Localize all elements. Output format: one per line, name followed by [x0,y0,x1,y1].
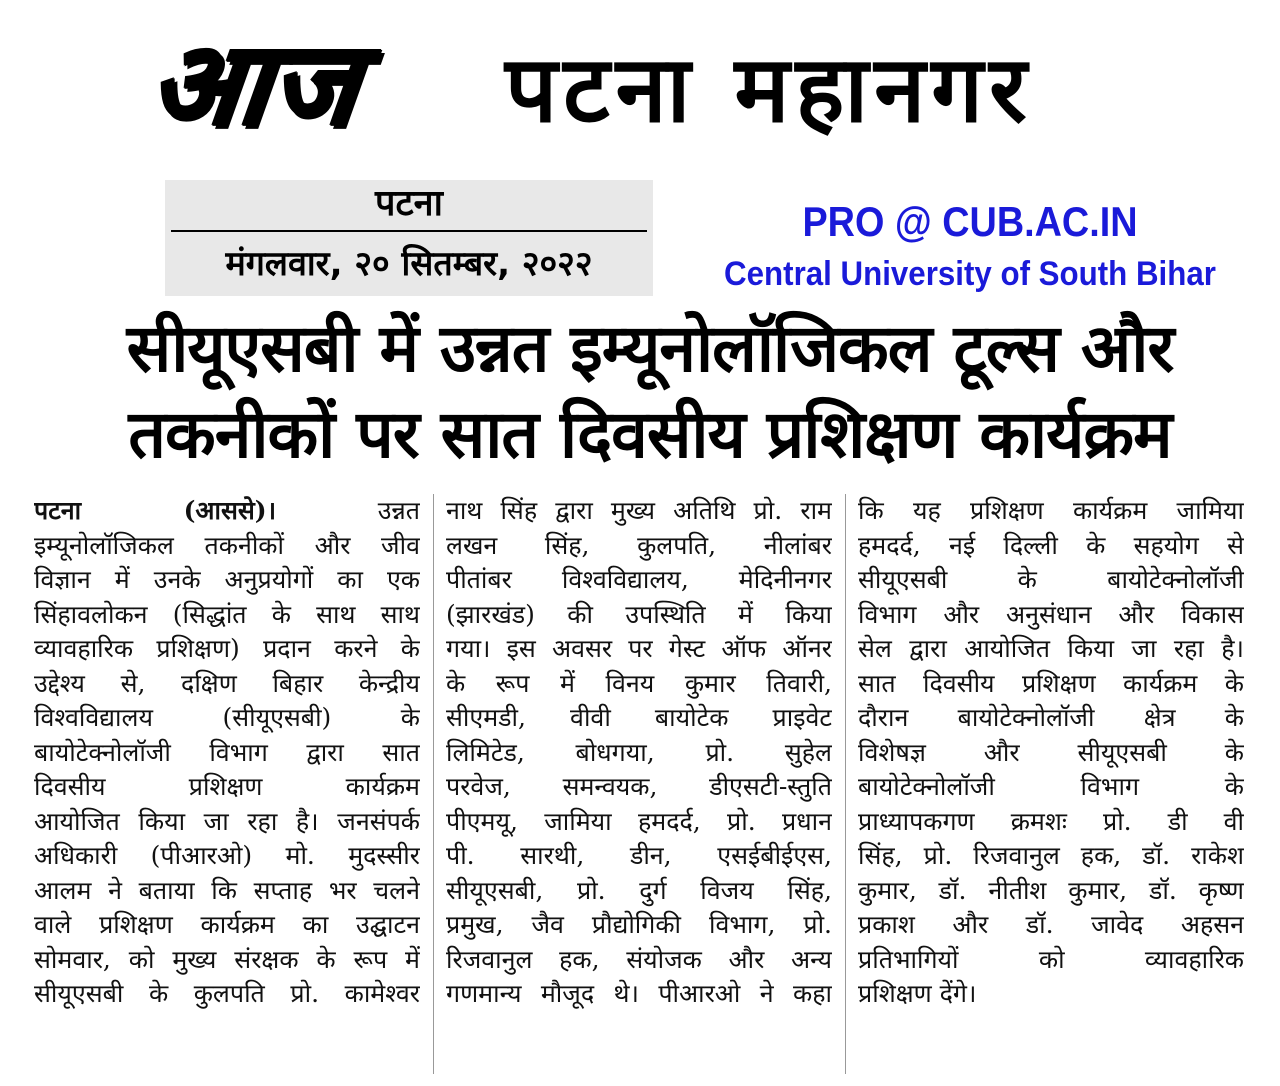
column-divider [845,494,846,1074]
article-line: सीयूएसबी के कुलपति प्रो. कामेश्वर [34,979,420,1008]
article-line: प्रशिक्षण देंगे। [858,979,977,1008]
article-line: आलम ने बताया कि सप्ताह भर चलने [34,875,420,905]
article-line: विश्वविद्यालय (सीयूएसबी) के [34,703,420,732]
article-line: लखन सिंह, कुलपति, नीलांबर [446,530,832,560]
column-divider [433,494,434,1074]
article-line: सात दिवसीय प्रशिक्षण कार्यक्रम के [858,668,1244,698]
article-line: व्यावहारिक प्रशिक्षण) प्रदान करने के [34,634,420,663]
article-line: के रूप में विनय कुमार तिवारी, [446,668,832,698]
article-line: सिंहावलोकन (सिद्धांत के साथ साथ [34,599,420,629]
article-line: विभाग और अनुसंधान और विकास [858,599,1244,629]
article-line: परवेज, समन्वयक, डीएसटी-स्तुति [446,772,832,801]
article-line: गणमान्य मौजूद थे। पीआरओ ने कहा [446,979,832,1008]
pro-email: PRO @ CUB.AC.IN [802,198,1138,245]
article-line: प्रकाश और डॉ. जावेद अहसन [858,910,1244,939]
article-line: आयोजित किया जा रहा है। जनसंपर्क [34,806,420,836]
article-line: विशेषज्ञ और सीयूएसबी के [858,737,1244,767]
article-line-text: उन्नत [377,496,420,525]
article-column-1 [34,494,420,1074]
article-line: सीएमडी, वीवी बायोटेक प्राइवेट [446,703,832,732]
edition-title: पटना महानगर [505,36,1033,143]
headline-line-2: तकनीकों पर सात दिवसीय प्रशिक्षण कार्यक्रम [128,396,1172,473]
article-lead: पटना (आससे)। [34,496,277,525]
dateline-box [165,180,653,296]
article-line: बायोटेक्नोलॉजी विभाग द्वारा सात [34,737,420,767]
article-line: लिमिटेड, बोधगया, प्रो. सुहेल [446,737,832,767]
article-line: (झारखंड) की उपस्थिति में किया [446,599,832,629]
article-line: दौरान बायोटेक्नोलॉजी क्षेत्र के [858,703,1244,732]
article-line: गया। इस अवसर पर गेस्ट ऑफ ऑनर [446,634,832,663]
article-line: वाले प्रशिक्षण कार्यक्रम का उद्घाटन [34,910,420,939]
dateline-date: मंगलवार, २० सितम्बर, २०२२ [225,244,593,284]
article-line: प्राध्यापकगण क्रमशः प्रो. डी वी [858,806,1244,836]
article-line: सोमवार, को मुख्य संरक्षक के रूप में [34,944,420,974]
article-line: विज्ञान में उनके अनुप्रयोगों का एक [34,565,420,594]
article-line: सिंह, प्रो. रिजवानुल हक, डॉ. राकेश [858,841,1244,870]
article-line: पी. सारथी, डीन, एसईबीईएस, [446,841,832,870]
dateline-city: पटना [375,183,443,224]
article-line: प्रतिभागियों को व्यावहारिक [858,944,1244,974]
article-line: सीयूएसबी, प्रो. दुर्ग विजय सिंह, [446,875,832,905]
article-line: सेल द्वारा आयोजित किया जा रहा है। [858,634,1244,663]
article-line: कुमार, डॉ. नीतीश कुमार, डॉ. कृष्ण [858,875,1244,905]
article-line: पीतांबर विश्वविद्यालय, मेदिनीनगर [446,565,832,594]
article-line: हमदर्द, नई दिल्ली के सहयोग से [858,530,1244,560]
article-line: उद्देश्य से, दक्षिण बिहार केन्द्रीय [34,668,420,698]
article-column-2 [446,494,832,1074]
article-line: बायोटेक्नोलॉजी विभाग के [858,772,1244,801]
article-line: प्रमुख, जैव प्रौद्योगिकी विभाग, प्रो. [446,910,832,939]
article-line: अधिकारी (पीआरओ) मो. मुदस्सीर [34,841,420,870]
article-headline [40,306,1260,486]
article-column-3 [858,494,1244,1074]
article-line: इम्यूनोलॉजिकल तकनीकों और जीव [34,530,420,560]
headline-line-1: सीयूएसबी में उन्नत इम्यूनोलॉजिकल टूल्स और [126,310,1174,387]
article-line [34,494,420,529]
article-line: दिवसीय प्रशिक्षण कार्यक्रम [34,772,420,801]
university-name: Central University of South Bihar [724,255,1216,293]
article-line: पीएमयू, जामिया हमदर्द, प्रो. प्रधान [446,806,832,836]
article-line: कि यह प्रशिक्षण कार्यक्रम जामिया [858,496,1244,525]
article-line: सीयूएसबी के बायोटेक्नोलॉजी [858,565,1244,594]
article-line: नाथ सिंह द्वारा मुख्य अतिथि प्रो. राम [446,496,832,525]
dateline-divider [171,230,647,232]
article-line: रिजवानुल हक, संयोजक और अन्य [446,944,832,974]
newspaper-logo: आज [142,17,366,152]
